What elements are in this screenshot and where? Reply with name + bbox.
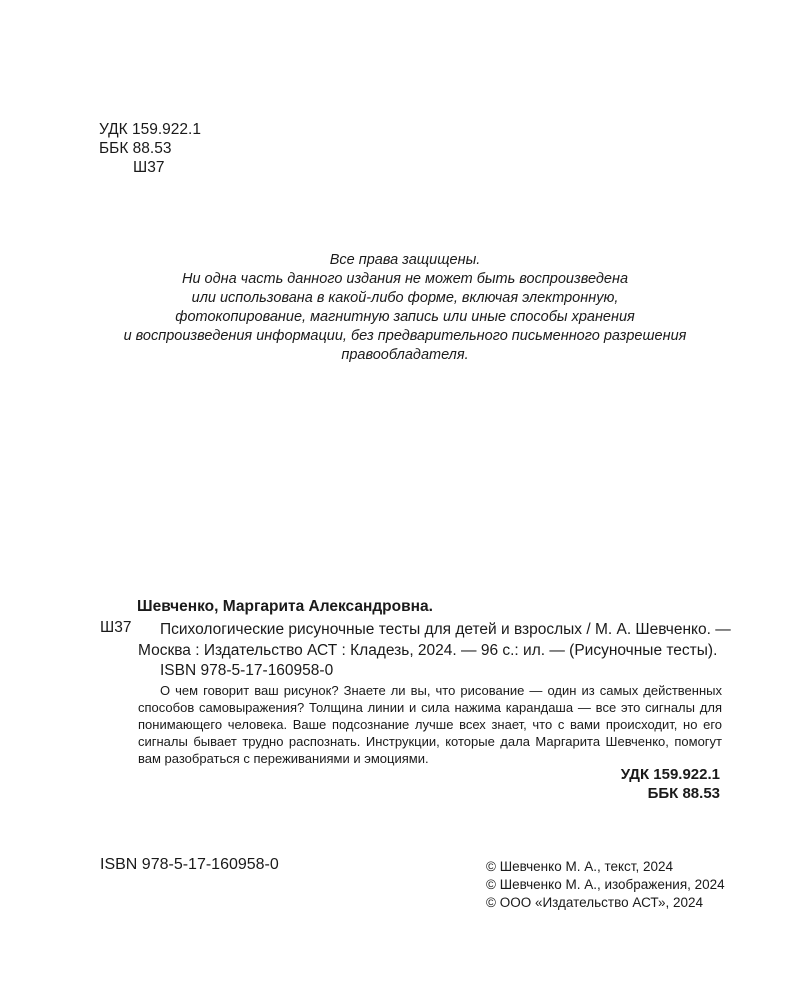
bib-author-code: Ш37 bbox=[100, 619, 132, 636]
author-name: Шевченко, Маргарита Александровна. bbox=[137, 598, 433, 615]
udk-code: УДК 159.922.1 bbox=[99, 121, 201, 138]
copyright-block bbox=[486, 858, 725, 912]
bib-title-line: Психологические рисуночные тесты для детей и взрослых / М. А. Шевченко. — bbox=[160, 621, 731, 638]
rights-line: Ни одна часть данного издания не может быть воспроизведена bbox=[181, 271, 629, 287]
udk-code-right: УДК 159.922.1 bbox=[620, 766, 720, 783]
annotation-line: О чем говорит ваш рисунок? Знаете ли вы, что рисование — один из самых действенных bbox=[160, 683, 722, 698]
classification-block bbox=[99, 120, 201, 177]
bbk-code-right: ББК 88.53 bbox=[647, 785, 720, 802]
rights-line: Все права защищены. bbox=[329, 252, 481, 268]
copyright-line: © Шевченко М. А., текст, 2024 bbox=[486, 859, 674, 874]
bib-publisher-line: Москва : Издательство АСТ : Кладезь, 2024. — 96 с.: ил. — (Рисуночные тесты). bbox=[138, 642, 718, 659]
bibliographic-description bbox=[138, 619, 731, 661]
annotation-line: сигналы бывает трудно распознать. Инструкции, которые дала Маргарита Шевченко, помогут bbox=[138, 734, 722, 749]
bib-isbn: ISBN 978-5-17-160958-0 bbox=[160, 662, 334, 679]
copyright-line: © Шевченко М. А., изображения, 2024 bbox=[486, 877, 725, 892]
rights-line: фотокопирование, магнитную запись или иные способы хранения bbox=[175, 309, 635, 325]
annotation-line: понимающего человека. Ваше подсознание лучше всех знает, что с вами происходит, но его bbox=[138, 717, 722, 732]
copyright-line: © ООО «Издательство АСТ», 2024 bbox=[486, 895, 704, 910]
annotation-line: вам разобраться с переживаниями и эмоциями. bbox=[138, 751, 429, 766]
author-code: Ш37 bbox=[133, 159, 165, 176]
classification-codes-right bbox=[621, 765, 720, 803]
isbn-bottom: ISBN 978-5-17-160958-0 bbox=[100, 856, 279, 873]
rights-notice bbox=[100, 251, 710, 365]
rights-line: и воспроизведения информации, без предварительного письменного разрешения bbox=[123, 328, 687, 344]
bbk-code: ББК 88.53 bbox=[99, 140, 172, 157]
annotation bbox=[138, 682, 722, 767]
rights-line: правообладателя. bbox=[341, 347, 469, 363]
rights-line: или использована в какой-либо форме, включая электронную, bbox=[191, 290, 619, 306]
annotation-line: способов самовыражения? Толщина линии и сила нажима карандаша — все это сигналы для bbox=[138, 700, 722, 715]
